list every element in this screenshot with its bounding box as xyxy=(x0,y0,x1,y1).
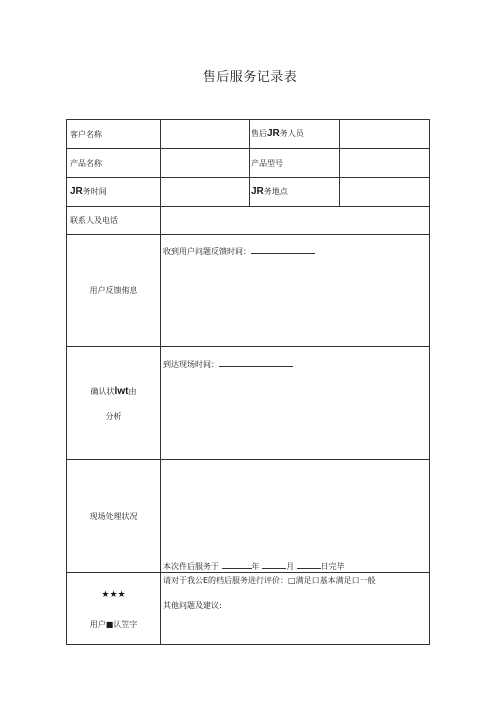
contact-field[interactable] xyxy=(163,209,427,233)
service-staff-field[interactable] xyxy=(342,123,426,147)
feedback-label: 用户反馈侑息 xyxy=(89,286,138,295)
service-record-table xyxy=(66,119,430,645)
onsite-label: 现场处理状况 xyxy=(89,512,138,521)
confirm-analysis-label-line2: 分析 xyxy=(105,412,122,421)
signature-label: 用户■认笠字 xyxy=(89,620,138,629)
row-divider xyxy=(67,177,429,178)
column-divider xyxy=(339,120,340,206)
row-divider xyxy=(67,234,429,235)
row-divider xyxy=(67,346,429,347)
feedback-time-line: 收到用户问题反馈时间： xyxy=(163,245,315,257)
column-divider xyxy=(249,120,250,206)
service-place-field[interactable] xyxy=(342,180,426,204)
suggestion-label: 其他问题及建议: xyxy=(163,601,222,610)
arrival-time-line: 到达现场时间： xyxy=(163,358,293,370)
row-divider xyxy=(67,148,429,149)
completion-month-blank[interactable] xyxy=(262,560,286,569)
completion-line: 本次件后服务于 年 月 日完毕 xyxy=(163,562,345,571)
row-divider xyxy=(67,459,429,460)
customer-name-field[interactable] xyxy=(163,123,247,147)
service-time-field[interactable] xyxy=(163,180,247,204)
completion-year-blank[interactable] xyxy=(222,560,252,569)
row-divider xyxy=(67,206,429,207)
product-name-label: 产品名称 xyxy=(70,159,102,168)
customer-name-label: 客户名称 xyxy=(70,130,102,139)
service-place-label: JR务地点 xyxy=(251,186,288,197)
completion-day-blank[interactable] xyxy=(297,560,321,569)
row-divider xyxy=(67,572,429,573)
arrival-time-blank[interactable] xyxy=(219,358,293,367)
product-name-field[interactable] xyxy=(163,151,247,175)
contact-label: 联系人及电话 xyxy=(70,216,118,225)
product-model-field[interactable] xyxy=(342,151,426,175)
stars-mark: ★★★ xyxy=(101,590,126,600)
product-model-label: 产品型号 xyxy=(251,159,283,168)
service-time-label: JR务时间 xyxy=(70,186,107,197)
rating-text: 请对于我公E的档后服务进行评价：□满足口基本满足口一般 xyxy=(163,576,376,585)
feedback-time-blank[interactable] xyxy=(251,245,315,254)
confirm-analysis-label: 确认状lwt由 xyxy=(90,386,137,397)
column-divider xyxy=(160,120,161,644)
service-staff-label: 售后JR务人员 xyxy=(251,128,304,139)
page-title: 售后服务记录表 xyxy=(202,70,298,85)
